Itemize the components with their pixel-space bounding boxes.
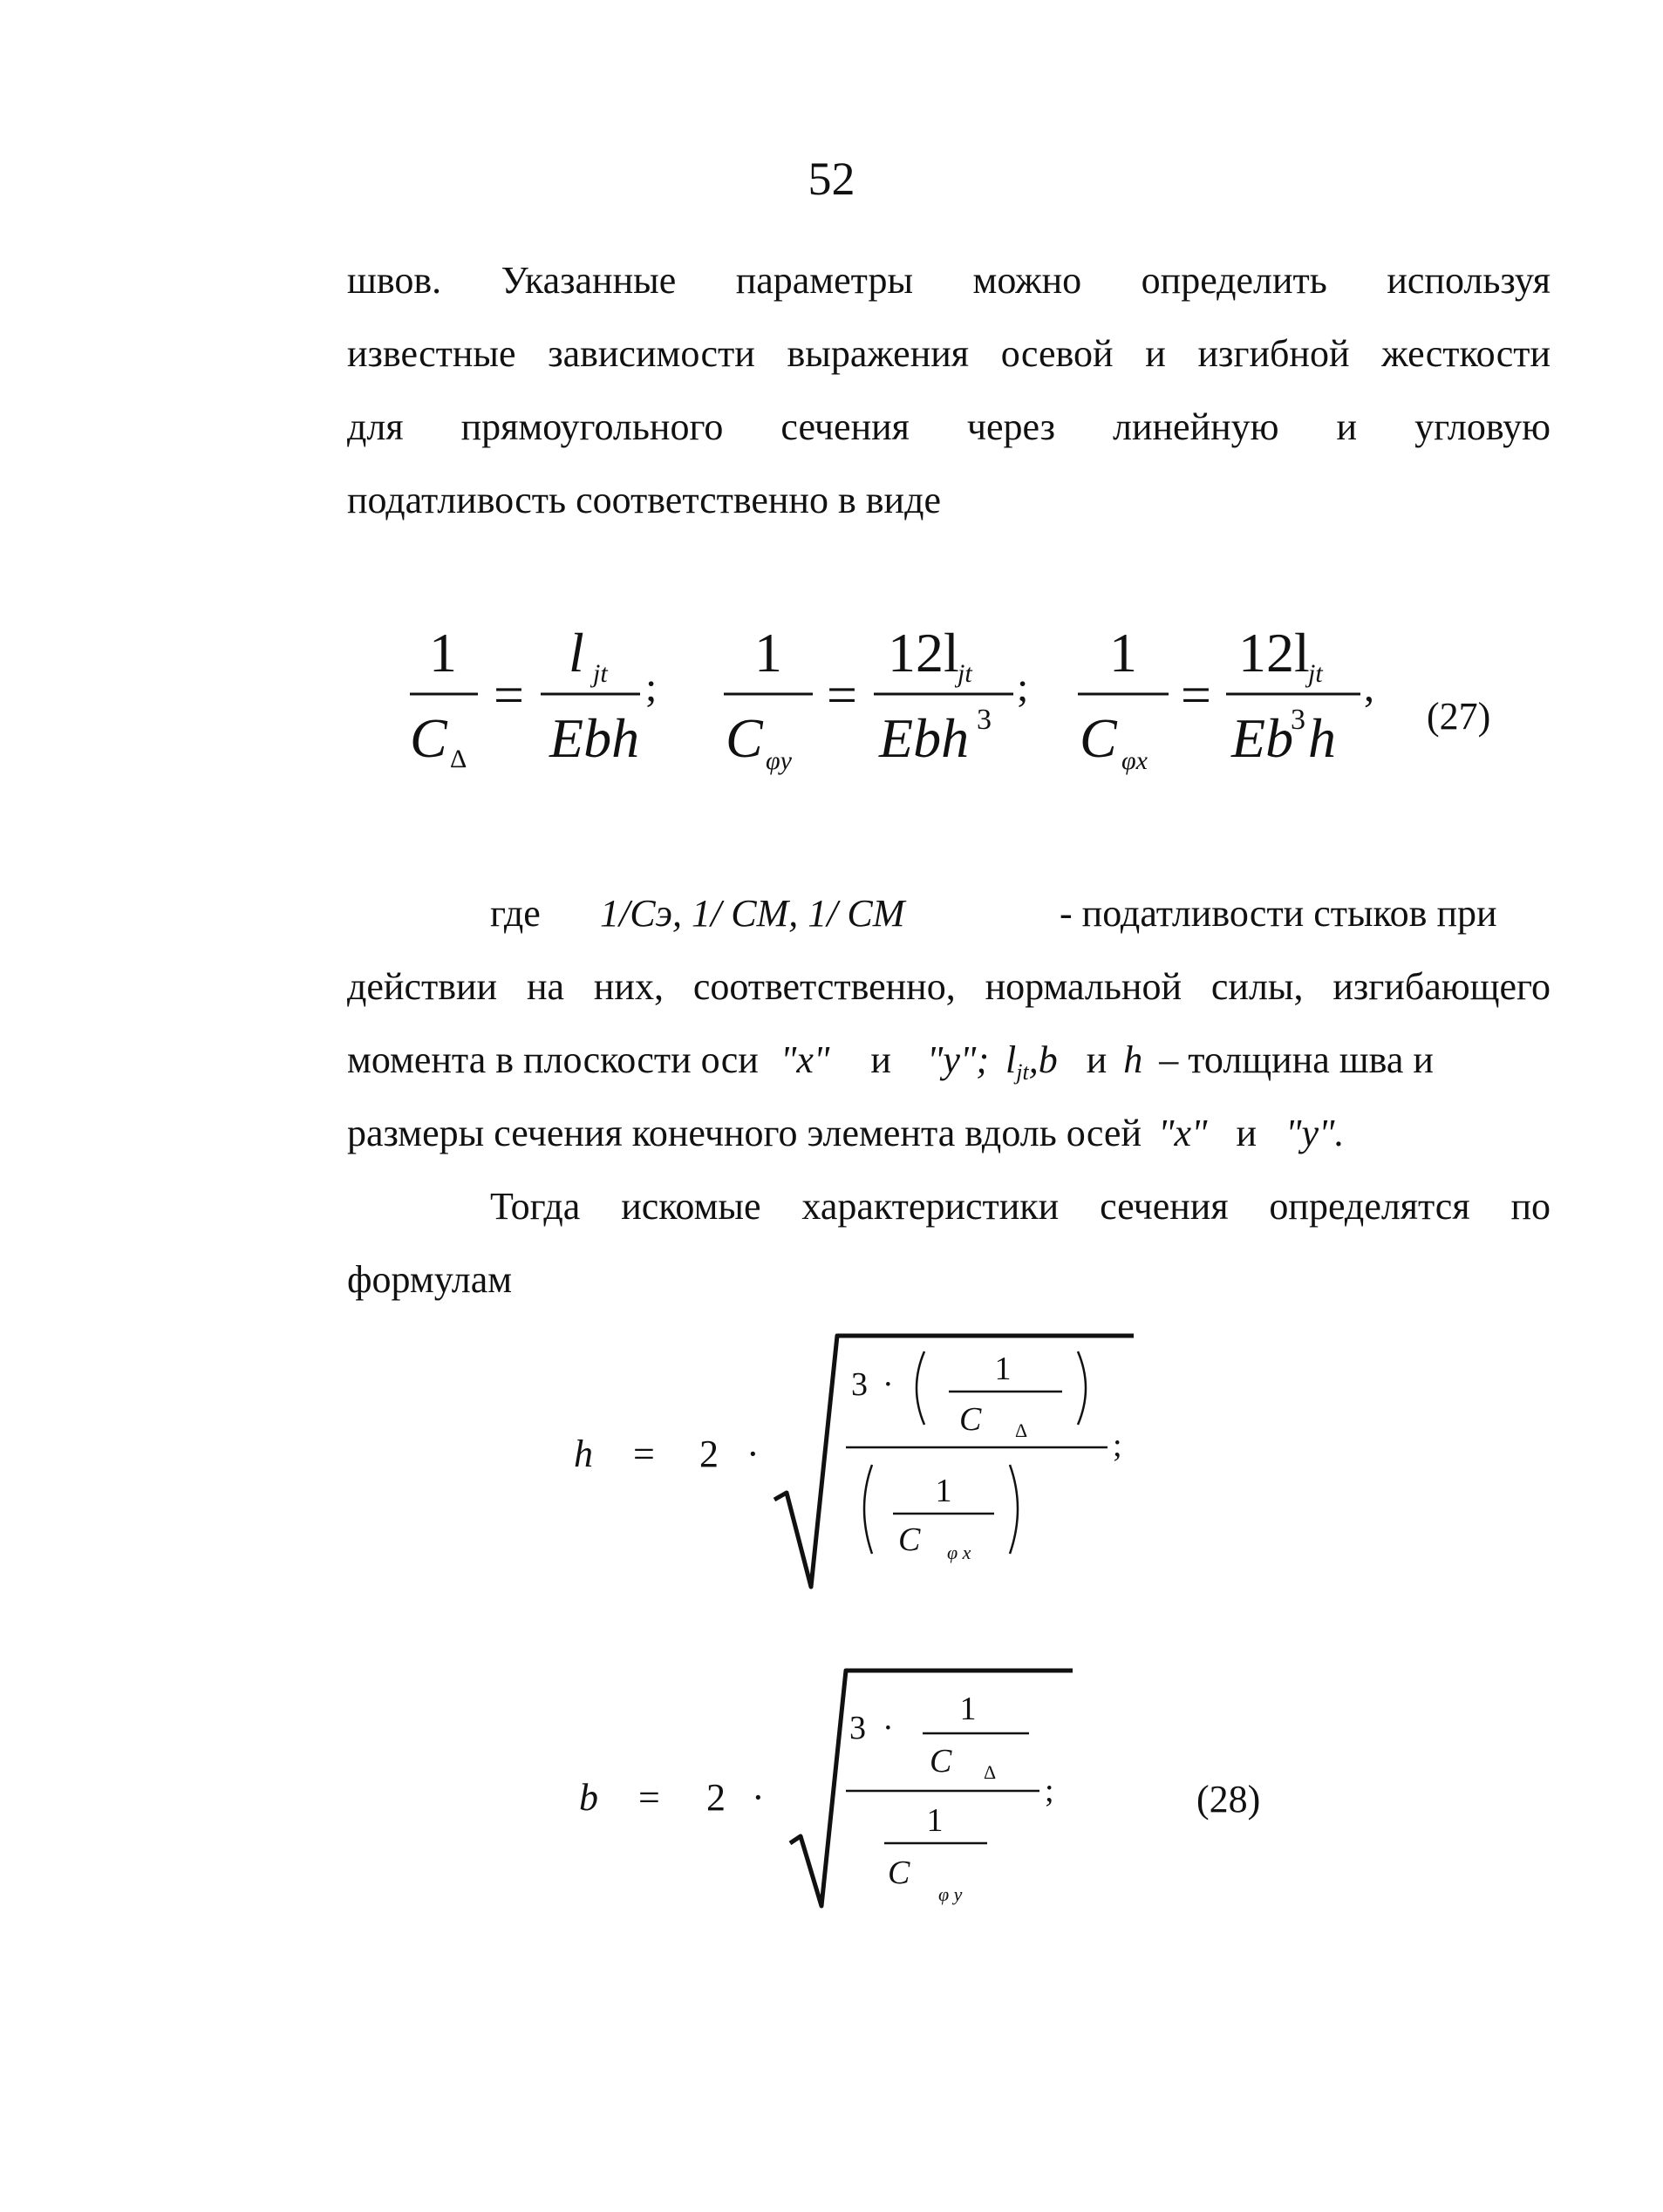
axis-y: "y"; <box>926 1038 990 1081</box>
axis-x: "x" <box>780 1038 830 1081</box>
denominator: Ebh <box>549 707 640 769</box>
numerator: 1 <box>1109 622 1137 684</box>
paragraph-line: формулам <box>347 1258 513 1301</box>
denominator: h <box>1308 707 1336 769</box>
numerator: 1 <box>926 1802 944 1839</box>
text-fragment: размеры сечения конечного элемента вдоль осей <box>347 1112 1142 1154</box>
subscript: jt <box>1308 659 1323 688</box>
text-fragment: момента в плоскости оси <box>347 1038 759 1081</box>
variable-b: b <box>579 1776 598 1819</box>
word: где <box>490 892 541 935</box>
symbols: 1/Cэ, 1/ CМ, 1/ CМ <box>600 892 905 935</box>
separator: ; <box>1017 664 1029 711</box>
equation-number: (28) <box>1196 1778 1261 1821</box>
coefficient: 2 <box>699 1433 719 1475</box>
word: и <box>1236 1112 1257 1154</box>
text-fragment: - податливости стыков при <box>1060 892 1497 935</box>
page-number: 52 <box>808 153 855 205</box>
subscript-delta: Δ <box>1015 1419 1028 1441</box>
c-letter: C <box>898 1521 921 1558</box>
dot-operator: · <box>752 1776 765 1819</box>
symbol-h: h <box>1123 1038 1143 1081</box>
axis-x: "x" <box>1158 1112 1208 1154</box>
symbol-b: ,b <box>1028 1038 1058 1081</box>
equals-sign: = <box>638 1776 660 1819</box>
equation-number: (27) <box>1427 695 1491 738</box>
axis-y: "y". <box>1285 1112 1345 1154</box>
numerator: 1 <box>754 622 782 684</box>
separator: , <box>1364 664 1374 711</box>
paragraph-line <box>347 1114 1551 1153</box>
numerator: 1 <box>959 1691 977 1727</box>
denominator: Ebh <box>879 707 970 769</box>
c-letter: C <box>930 1743 952 1780</box>
numerator: 12l <box>1238 622 1310 684</box>
c-letter: C <box>888 1855 910 1891</box>
numerator: l <box>569 622 584 684</box>
paragraph-line: известные зависимости выражения осевой и изгибной жесткости <box>347 332 1551 375</box>
equals-sign: = <box>827 666 857 725</box>
dot-operator: · <box>746 1433 760 1475</box>
dot-operator: · <box>883 1710 894 1746</box>
equals-sign: = <box>633 1433 655 1475</box>
variable-h: h <box>574 1433 593 1475</box>
symbol-subscript: jt <box>1016 1059 1029 1085</box>
paragraph-line: Тогда искомые характеристики сечения определятся по <box>490 1185 1551 1228</box>
paragraph-line <box>347 1038 1551 1085</box>
numerator-three: 3 <box>851 1366 868 1403</box>
paragraph-line: для прямоугольного сечения через линейную и угловую <box>347 405 1551 448</box>
coefficient: 2 <box>706 1776 726 1819</box>
formula-b <box>558 1665 1116 1936</box>
subscript-delta: Δ <box>984 1761 997 1783</box>
separator: ; <box>1045 1773 1054 1809</box>
equals-sign: = <box>1181 666 1211 725</box>
exponent: 3 <box>1291 704 1305 736</box>
subscript: φx <box>1121 746 1148 775</box>
subscript: φy <box>766 746 792 775</box>
symbol-l: l <box>1005 1038 1017 1081</box>
subscript: Δ <box>450 745 467 773</box>
separator: ; <box>645 664 658 711</box>
numerator: 1 <box>429 622 457 684</box>
paragraph-line: действии на них, соответственно, нормальной силы, изгибающего <box>347 965 1551 1008</box>
numerator-three: 3 <box>849 1710 866 1746</box>
exponent: 3 <box>977 704 992 736</box>
numerator: 1 <box>935 1473 952 1509</box>
subscript: jt <box>958 659 972 688</box>
equals-sign: = <box>494 666 524 725</box>
numerator: 1 <box>994 1351 1012 1387</box>
word: и <box>870 1038 891 1081</box>
separator: ; <box>1113 1427 1122 1464</box>
paragraph-line: швов. Указанные параметры можно определить используя <box>347 259 1551 302</box>
denominator: C <box>1080 707 1117 769</box>
denominator: C <box>726 707 763 769</box>
text-fragment: – толщина шва и <box>1159 1038 1434 1081</box>
subscript: jt <box>593 659 608 688</box>
denominator: C <box>410 707 447 769</box>
paragraph-line: податливость соответственно в виде <box>347 479 941 521</box>
dot-operator: · <box>883 1366 894 1403</box>
c-letter: C <box>959 1401 982 1438</box>
formula-h <box>558 1325 1169 1613</box>
formula-27 <box>384 610 1517 811</box>
word: и <box>1086 1038 1108 1081</box>
denominator: Eb <box>1231 707 1294 769</box>
numerator: 12l <box>888 622 959 684</box>
subscript-phi-x: φ x <box>947 1542 971 1563</box>
subscript-phi-y: φ y <box>938 1883 963 1905</box>
